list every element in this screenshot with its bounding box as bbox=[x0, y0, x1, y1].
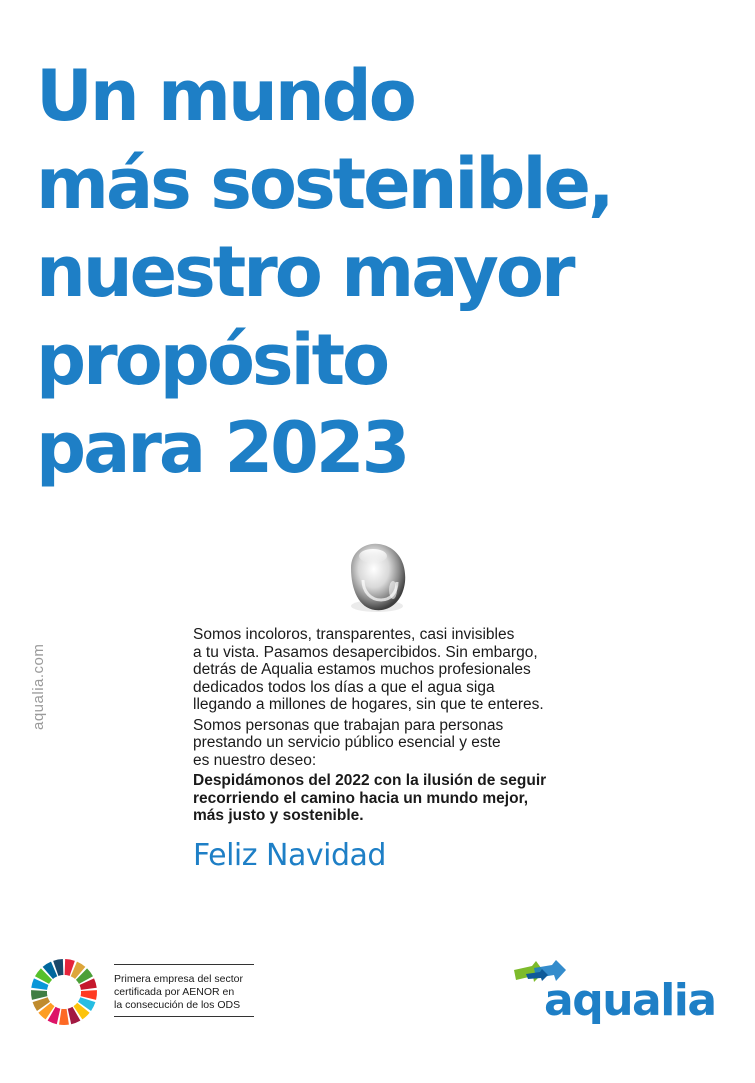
body-copy bbox=[193, 626, 553, 825]
sdg-wheel-icon bbox=[30, 958, 98, 1026]
body-line: Despidámonos del 2022 con la ilusión de seguir bbox=[193, 772, 547, 789]
headline-line: más sostenible, bbox=[36, 143, 612, 225]
water-drop-icon bbox=[341, 538, 411, 618]
body-line: llegando a millones de hogares, sin que te enteres. bbox=[193, 696, 544, 713]
sdg-wheel-segment bbox=[59, 1009, 69, 1025]
body-line: más justo y sostenible. bbox=[193, 807, 364, 824]
headline bbox=[36, 52, 612, 492]
body-line: es nuestro deseo: bbox=[193, 751, 317, 769]
headline-line: Un mundo bbox=[36, 55, 414, 137]
body-paragraph-bold bbox=[193, 772, 553, 825]
body-line: recorriendo el camino hacia un mundo mejor, bbox=[193, 789, 529, 807]
body-line: Somos personas que trabajan para personas bbox=[193, 716, 504, 734]
ods-line: Primera empresa del sector bbox=[114, 973, 243, 985]
body-paragraph bbox=[193, 717, 553, 770]
headline-line: para 2023 bbox=[36, 407, 408, 489]
greeting: Feliz Navidad bbox=[193, 838, 386, 873]
ods-certification-note bbox=[114, 964, 254, 1017]
headline-line: nuestro mayor bbox=[36, 231, 573, 313]
body-line: detrás de Aqualia estamos muchos profesionales bbox=[193, 661, 531, 678]
ods-line: la consecución de los ODS bbox=[114, 999, 241, 1011]
body-line: Somos incoloros, transparentes, casi invisibles bbox=[193, 626, 515, 643]
headline-line: propósito bbox=[36, 319, 388, 401]
body-line: a tu vista. Pasamos desapercibidos. Sin embargo, bbox=[193, 643, 538, 661]
ods-line: certificada por AENOR en bbox=[114, 986, 235, 998]
aqualia-wordmark: aqualia bbox=[544, 975, 716, 1026]
body-line: prestando un servicio público esencial y este bbox=[193, 734, 501, 751]
website-url: aqualia.com bbox=[30, 643, 47, 730]
body-paragraph bbox=[193, 626, 553, 714]
body-line: dedicados todos los días a que el agua siga bbox=[193, 678, 495, 696]
